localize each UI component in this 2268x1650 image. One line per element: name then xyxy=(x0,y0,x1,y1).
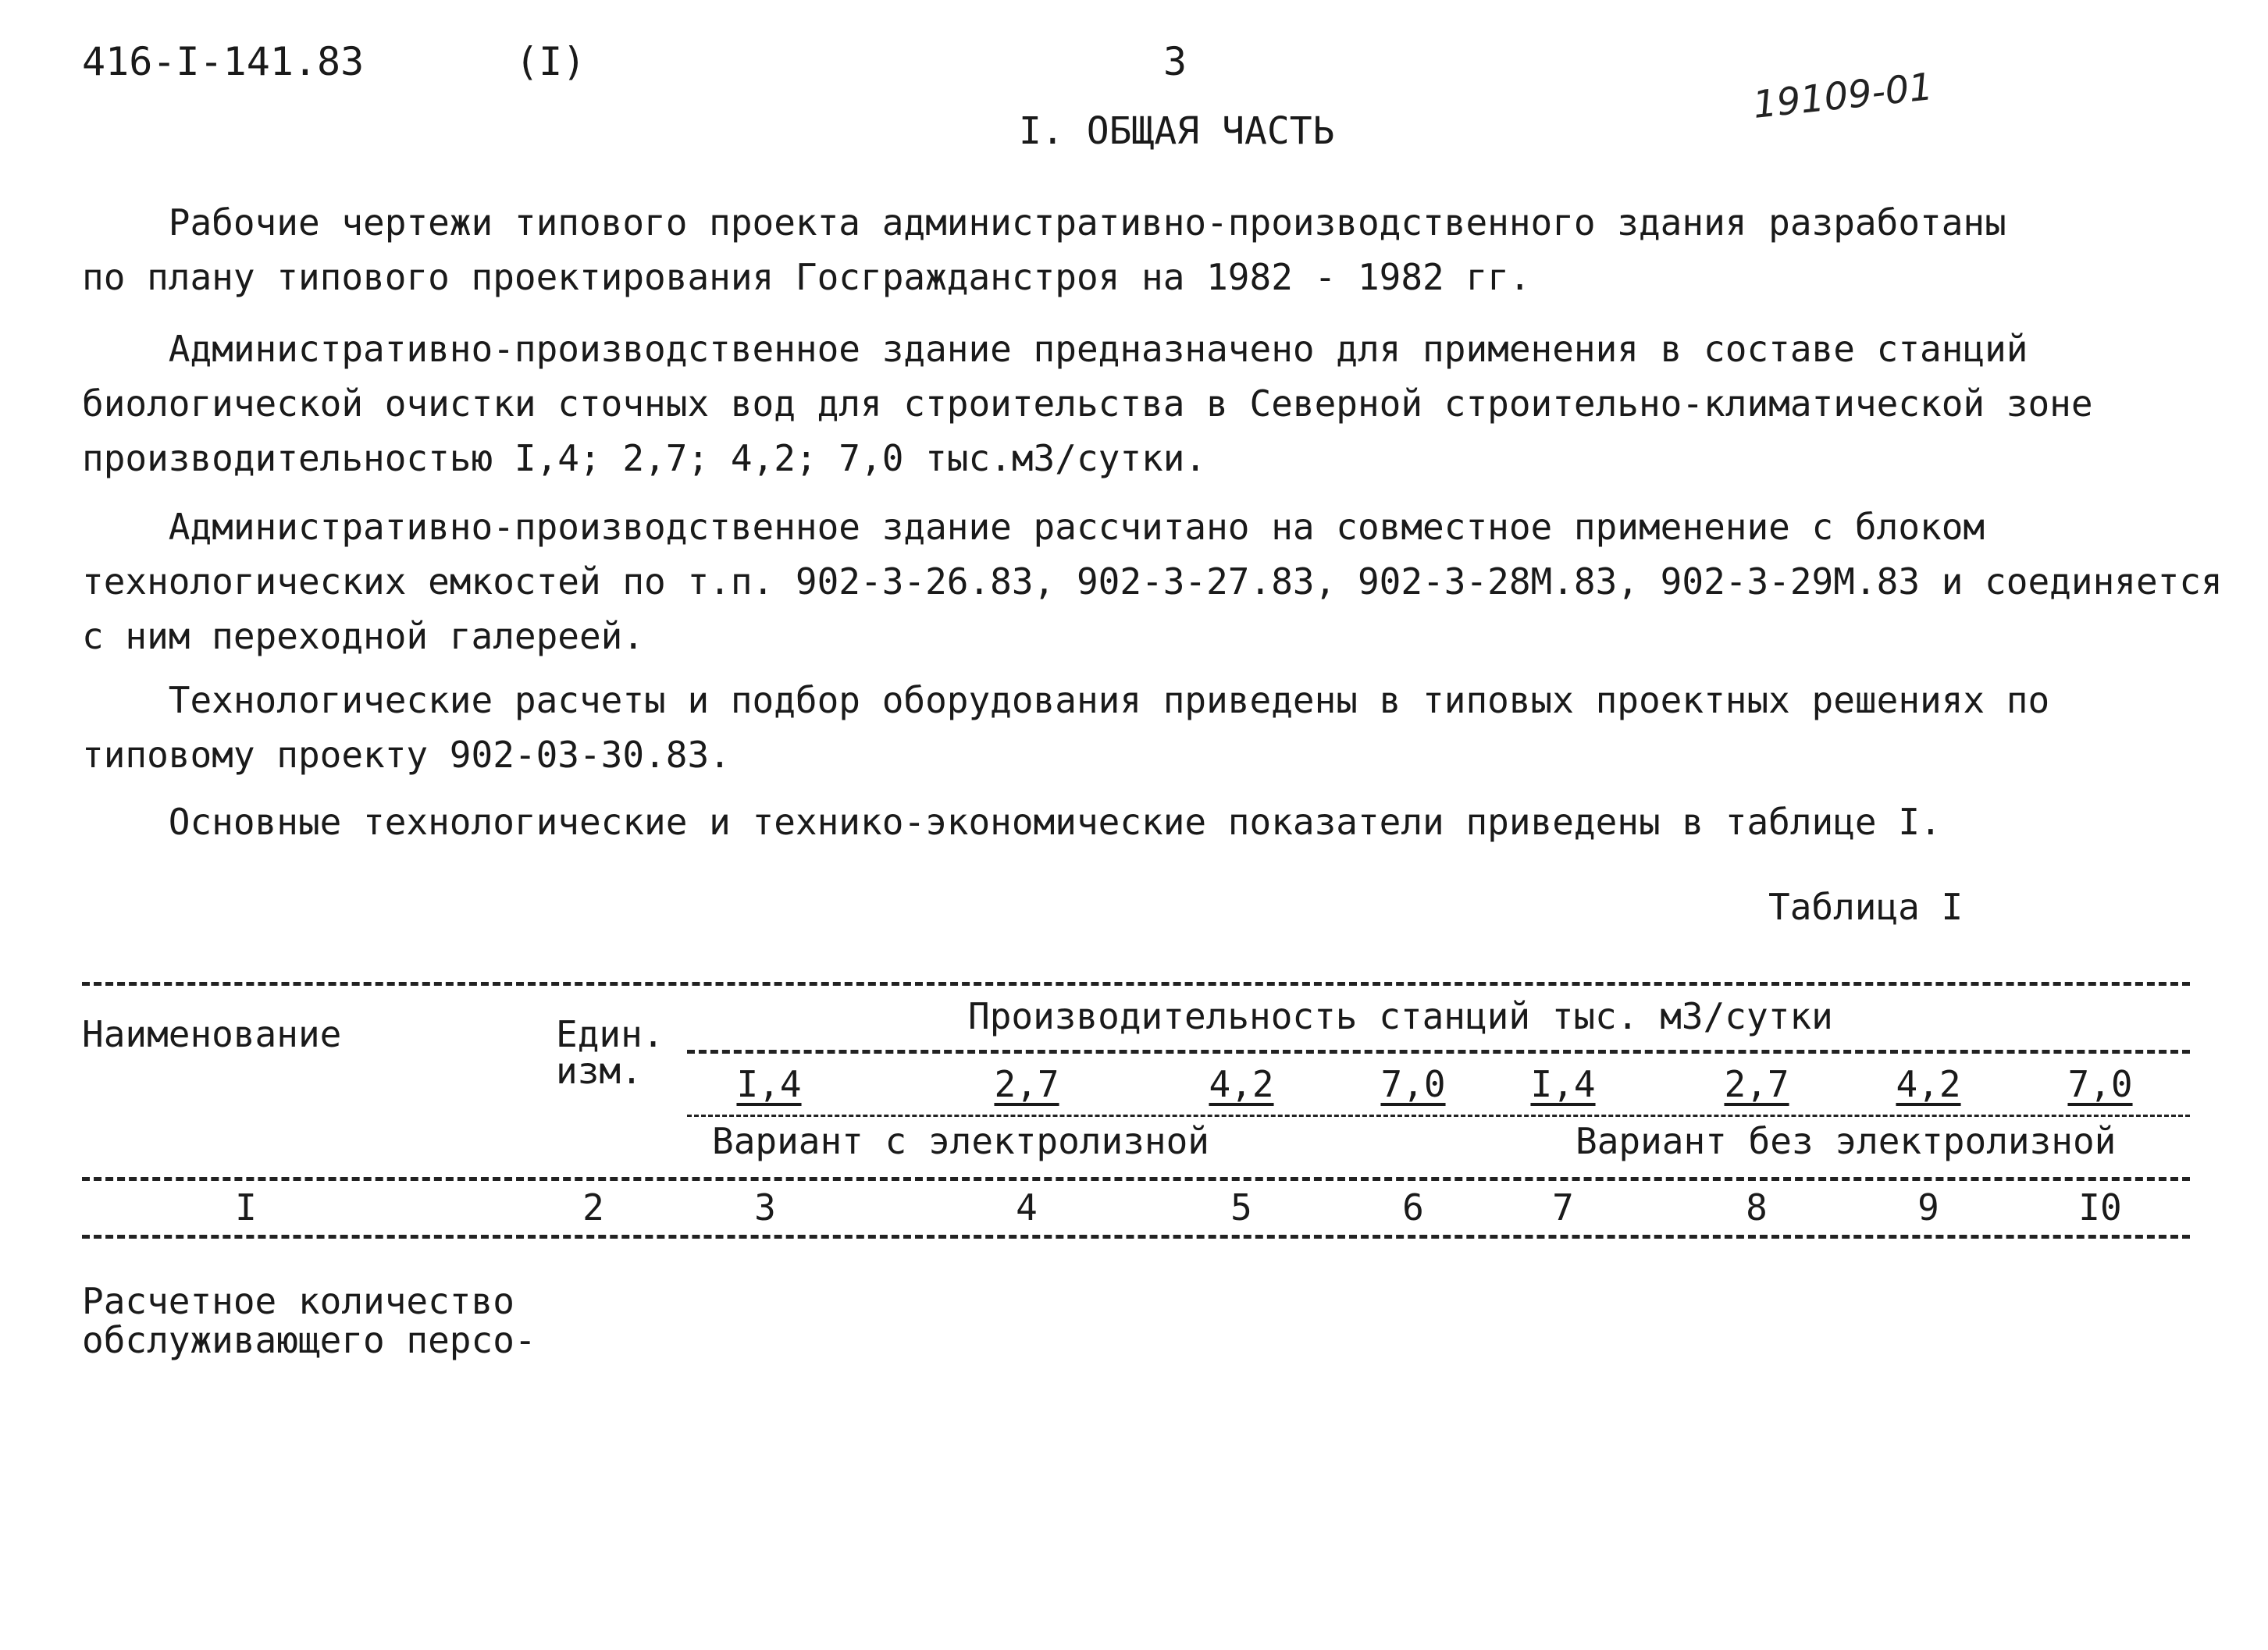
capacity-5: I,4 xyxy=(1530,1063,1596,1105)
capacity-1: I,4 xyxy=(736,1063,802,1105)
capacity-7: 4,2 xyxy=(1896,1063,1961,1105)
document-code: 416-I-141.83 xyxy=(82,39,365,84)
column-number-9: 9 xyxy=(1917,1186,1939,1229)
variant-without-electrolysis: Вариант без электролизной xyxy=(1575,1120,2117,1162)
paragraph-3: Административно-производственное здание рассчитано на совместное применение с блоком технологических емкостей по т.п. 902-3-26.83, 902-3-27.83, 902-3-28М.83, 902-3-29М.83 и соединяется с ним переходной галереей. xyxy=(82,506,2223,657)
capacity-3: 4,2 xyxy=(1209,1063,1274,1105)
variant-with-electrolysis: Вариант с электролизной xyxy=(712,1120,1209,1162)
column-numbers-bottom-rule xyxy=(82,1235,2190,1239)
column-number-4: 4 xyxy=(1016,1186,1038,1229)
column-header-name: Наименование xyxy=(82,1013,342,1055)
column-number-1: I xyxy=(235,1186,257,1229)
capacity-4: 7,0 xyxy=(1380,1063,1446,1105)
section-title: I. ОБЩАЯ ЧАСТЬ xyxy=(1019,109,1335,153)
table-caption: Таблица I xyxy=(1768,886,1964,928)
column-number-8: 8 xyxy=(1746,1186,1768,1229)
handwritten-inventory-number: 19109-01 xyxy=(1750,65,1935,127)
page-number: 3 xyxy=(1163,39,1187,84)
paragraph-1: Рабочие чертежи типового проекта административно-производственного здания разработаны по плану типового проектирования Госгражданстроя на 1982 - 1982 гг. xyxy=(82,201,2006,298)
capacity-group-header: Производительность станций тыс. м3/сутки xyxy=(968,995,1833,1037)
paragraph-2: Административно-производственное здание предназначено для применения в составе станций биологической очистки сточных вод для строительства в Северной строительно-климатической зоне производительностью I,4; 2,7; 4,2; 7,0 тыс.м3/сутки. xyxy=(82,328,2093,479)
column-header-unit-2: изм. xyxy=(556,1050,643,1092)
group-header-rule xyxy=(687,1050,2190,1054)
row-label-personnel-cont: обслуживающего персо- xyxy=(82,1319,536,1361)
capacity-2: 2,7 xyxy=(994,1063,1059,1105)
capacity-row-rule xyxy=(687,1115,2190,1117)
sheet-marker: (I) xyxy=(515,39,586,84)
column-number-2: 2 xyxy=(582,1186,604,1229)
column-header-unit: Един. xyxy=(556,1013,664,1055)
table-top-rule xyxy=(82,982,2190,986)
column-number-10: I0 xyxy=(2078,1186,2122,1229)
paragraph-5: Основные технологические и технико-экономические показатели приведены в таблице I. xyxy=(82,801,1942,843)
column-number-3: 3 xyxy=(754,1186,776,1229)
column-number-6: 6 xyxy=(1402,1186,1424,1229)
paragraph-4: Технологические расчеты и подбор оборудования приведены в типовых проектных решениях по типовому проекту 902-03-30.83. xyxy=(82,679,2050,776)
capacity-6: 2,7 xyxy=(1724,1063,1789,1105)
row-label-personnel: Расчетное количество xyxy=(82,1280,514,1322)
header-bottom-rule xyxy=(82,1177,2190,1181)
column-number-5: 5 xyxy=(1230,1186,1252,1229)
column-number-7: 7 xyxy=(1552,1186,1574,1229)
capacity-8: 7,0 xyxy=(2067,1063,2133,1105)
